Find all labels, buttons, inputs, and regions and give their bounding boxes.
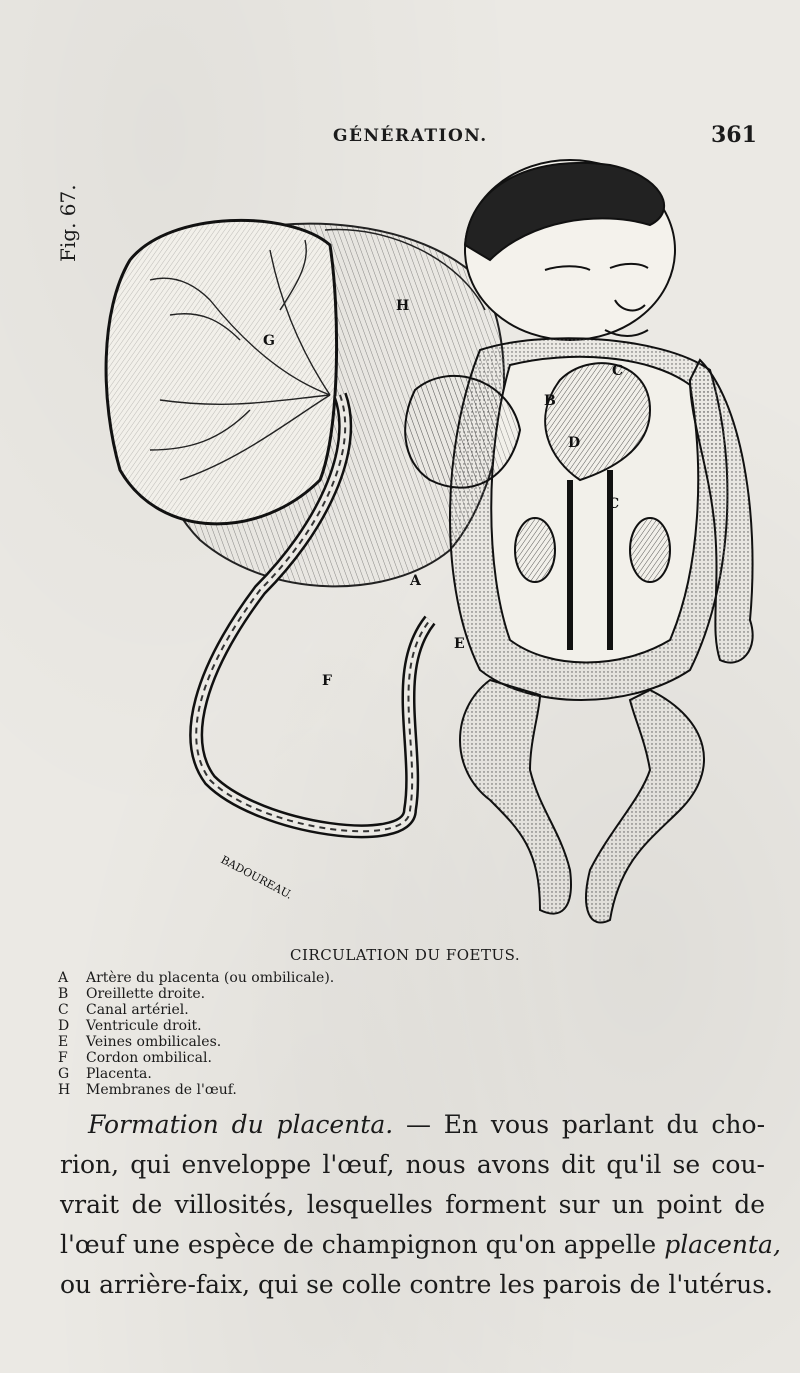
marker-a: A	[410, 573, 421, 589]
body-paragraph	[60, 1105, 781, 1305]
legend-text: Canal artériel.	[86, 1002, 189, 1018]
legend-text: Veines ombilicales.	[86, 1034, 222, 1050]
marker-h: H	[396, 298, 410, 314]
legend-item	[58, 970, 478, 986]
body-line-5: ou arrière-faix, qui se colle contre les parois de l'utérus.	[60, 1270, 773, 1299]
page-number: 361	[711, 122, 757, 148]
legend-item	[58, 1034, 478, 1050]
engraver-signature: BADOUREAU.	[218, 853, 295, 902]
legend-text: Placenta.	[86, 1066, 152, 1082]
body-line-2: rion, qui enveloppe l'œuf, nous avons dit qu'il se cou-	[60, 1150, 765, 1179]
legend-key: E	[58, 1034, 69, 1050]
fetal-circulation-engraving	[90, 150, 770, 950]
legend-text: Artère du placenta (ou ombilicale).	[86, 970, 335, 986]
legend-item	[58, 1066, 478, 1082]
legend-key: F	[58, 1050, 68, 1066]
running-head	[0, 122, 800, 152]
marker-f: F	[322, 673, 332, 689]
legend-key: A	[58, 970, 69, 986]
figure-legend	[58, 970, 478, 1098]
legend-key: H	[58, 1082, 71, 1098]
marker-c-lower: C	[608, 496, 620, 512]
figure-caption: CIRCULATION DU FOETUS.	[290, 946, 521, 964]
body-line-1	[60, 1105, 765, 1145]
legend-item	[58, 1050, 478, 1066]
legend-text: Oreillette droite.	[86, 986, 206, 1002]
legend-text: Ventricule droit.	[86, 1018, 202, 1034]
legend-item	[58, 1018, 478, 1034]
legend-key: B	[58, 986, 69, 1002]
body-line-3: vrait de villosités, lesquelles forment sur un point de	[60, 1190, 765, 1219]
body-line-4	[60, 1225, 781, 1265]
marker-c-upper: C	[612, 363, 624, 379]
legend-item	[58, 986, 478, 1002]
section-heading: Formation du placenta.	[88, 1110, 394, 1139]
running-title: GÉNÉRATION.	[333, 126, 488, 146]
legend-key: D	[58, 1018, 70, 1034]
marker-g: G	[263, 333, 275, 349]
legend-key: C	[58, 1002, 69, 1018]
body-line-1-text: — En vous parlant du cho-	[393, 1110, 766, 1139]
marker-e: E	[454, 636, 465, 652]
placenta-drawing	[106, 220, 337, 523]
term-placenta: placenta,	[664, 1230, 781, 1259]
legend-item	[58, 1082, 478, 1098]
legend-text: Membranes de l'œuf.	[86, 1082, 237, 1098]
legend-text: Cordon ombilical.	[86, 1050, 212, 1066]
figure-number: Fig. 67.	[56, 184, 80, 262]
marker-d: D	[568, 435, 581, 451]
body-line-4-text: l'œuf une espèce de champignon qu'on appelle	[60, 1230, 665, 1259]
legend-key: G	[58, 1066, 70, 1082]
legend-item	[58, 1002, 478, 1018]
marker-b: B	[544, 393, 556, 409]
